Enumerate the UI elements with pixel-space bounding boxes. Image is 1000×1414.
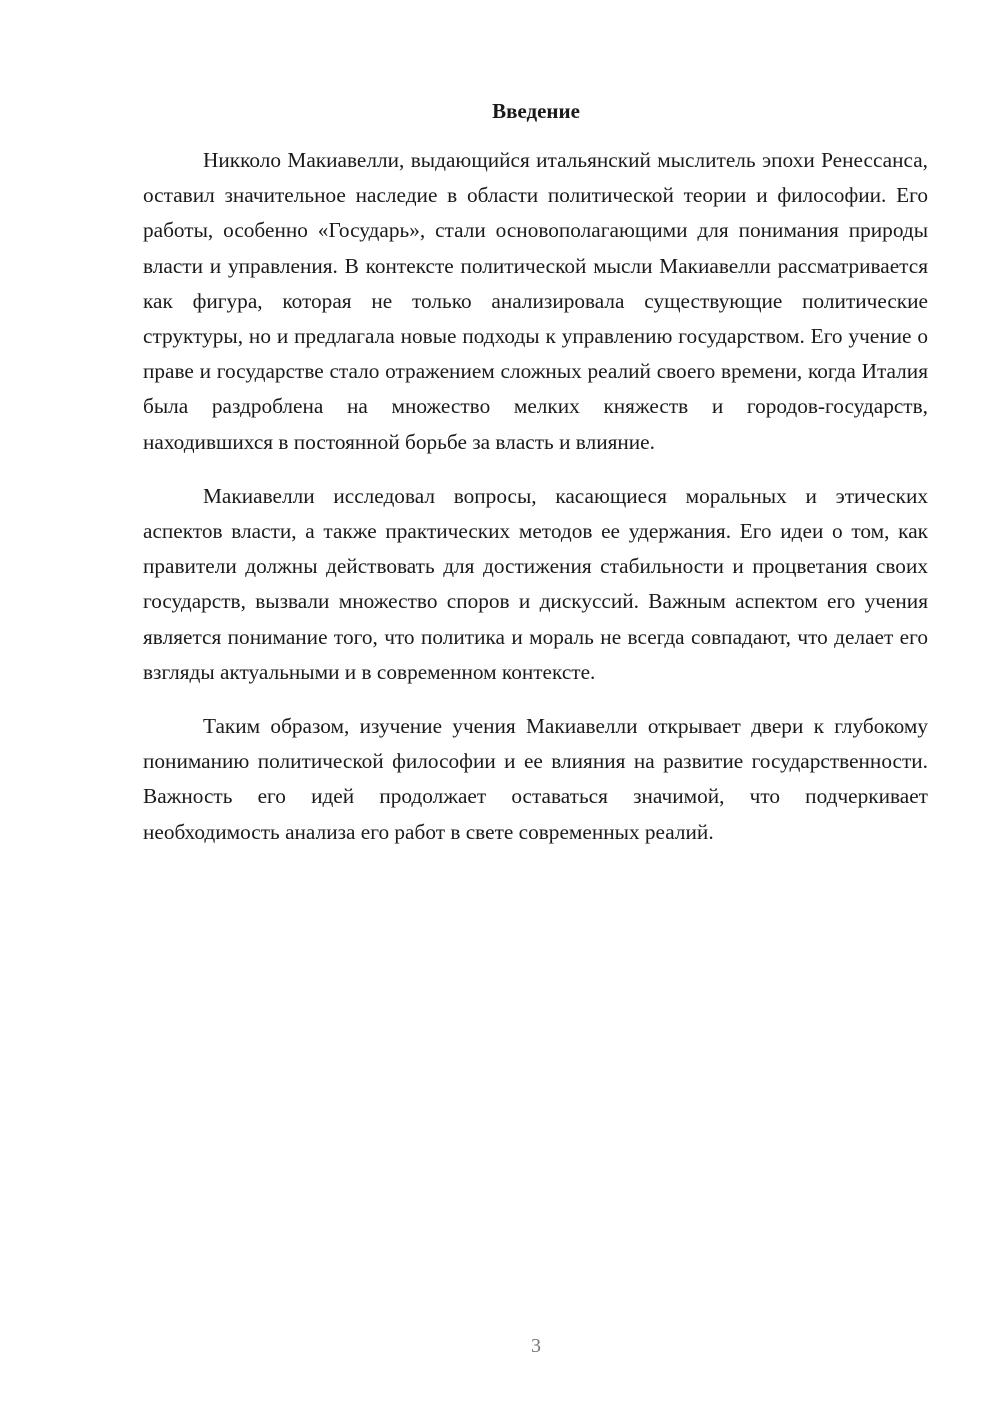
- section-heading: Введение: [492, 99, 580, 123]
- body-text: [143, 143, 928, 850]
- paragraph-1: Никколо Макиавелли, выдающийся итальянский мыслитель эпохи Ренессанса, оставил значительное наследие в области политической теории и философии. Его работы, особенно «Государь», стали основополагающими для понимания природы власти и управления. В контексте политической мысли Макиавелли рассматривается как фигура, которая не только анализировала существующие политические структуры, но и предлагала новые подходы к управлению государством. Его учение о праве и государстве стало отражением сложных реалий своего времени, когда Италия была раздроблена на множество мелких княжеств и городов-государств, находившихся в постоянной борьбе за власть и влияние.: [143, 148, 928, 454]
- page-number: 3: [531, 1335, 541, 1357]
- paragraph-3: Таким образом, изучение учения Макиавелли открывает двери к глубокому пониманию политической философии и ее влияния на развитие государственности. Важность его идей продолжает оставаться значимой, что подчеркивает необходимость анализа его работ в свете современных реалий.: [143, 714, 928, 844]
- paragraph-2: Макиавелли исследовал вопросы, касающиеся моральных и этических аспектов власти, а также практических методов ее удержания. Его идеи о том, как правители должны действовать для достижения стабильности и процветания своих государств, вызвали множество споров и дискуссий. Важным аспектом его учения является понимание того, что политика и мораль не всегда совпадают, что делает его взгляды актуальными и в современном контексте.: [143, 483, 928, 684]
